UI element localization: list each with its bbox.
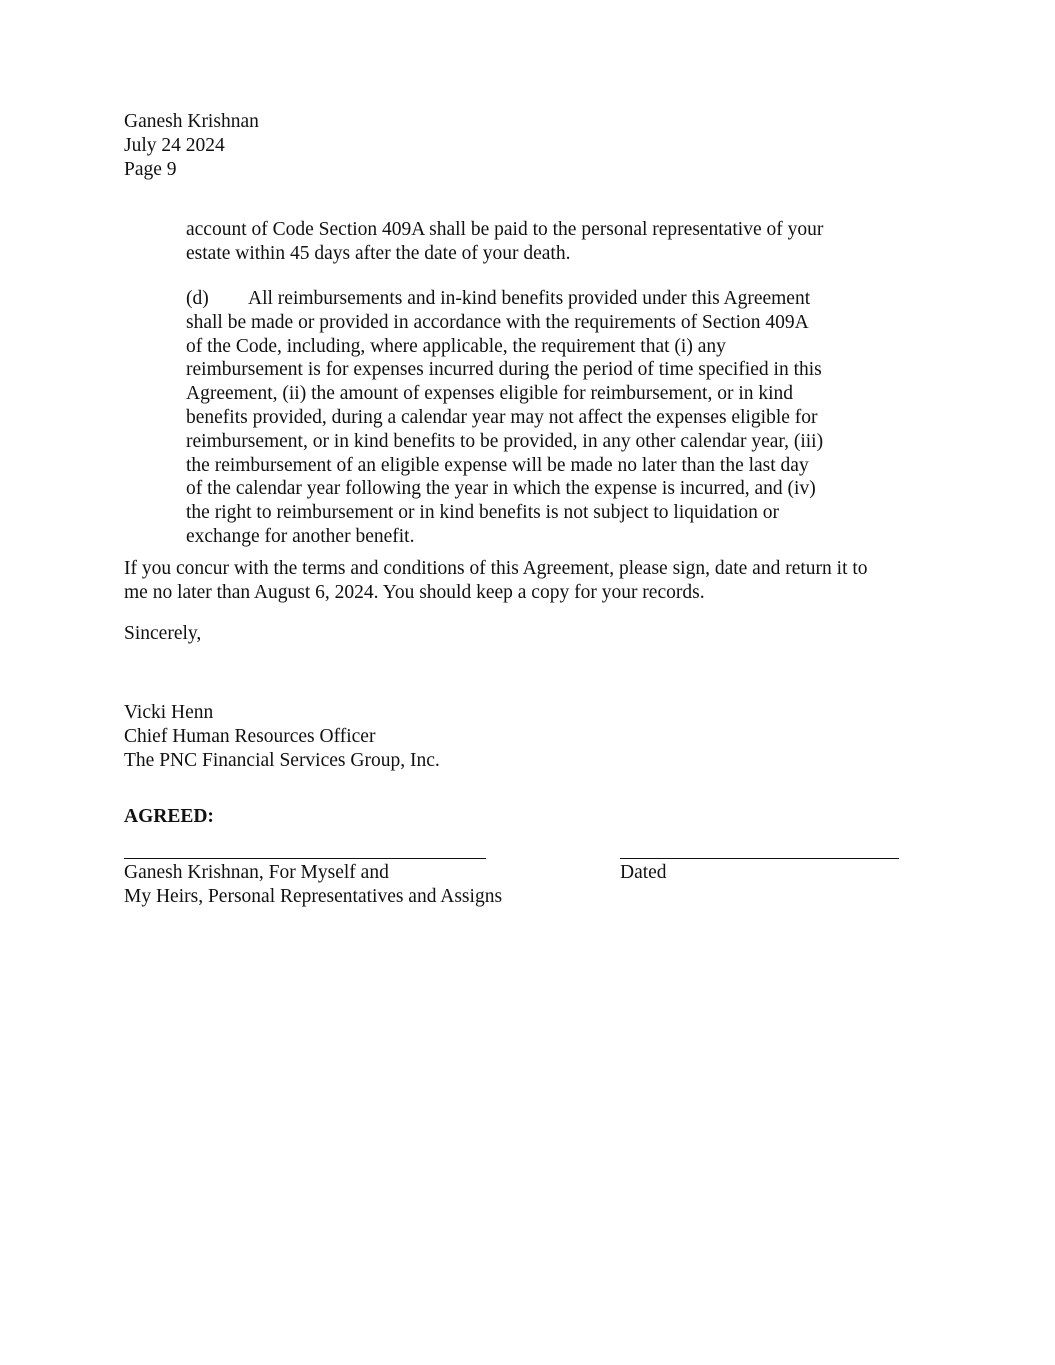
- paragraph-d-line: reimbursement, or in kind benefits to be provided, in any other calendar year, (iii): [186, 431, 824, 452]
- paragraph-d-line: the reimbursement of an eligible expense will be made no later than the last day: [186, 455, 809, 476]
- paragraph-d-first-line: [186, 287, 810, 311]
- signatory-title: Chief Human Resources Officer: [124, 726, 376, 747]
- paragraph-d-line: the right to reimbursement or in kind benefits is not subject to liquidation or: [186, 502, 780, 523]
- signatory-name: Vicki Henn: [124, 702, 214, 723]
- header-page-number: Page 9: [124, 159, 177, 180]
- paragraph-d-line: benefits provided, during a calendar year may not affect the expenses eligible for: [186, 407, 818, 428]
- header-date: July 24 2024: [124, 135, 225, 156]
- header-recipient: Ganesh Krishnan: [124, 111, 259, 132]
- paragraph-d-line: reimbursement is for expenses incurred during the period of time specified in this: [186, 359, 822, 380]
- paragraph-d-line: of the calendar year following the year in which the expense is incurred, and (iv): [186, 478, 816, 499]
- agreed-heading: AGREED:: [124, 806, 214, 827]
- date-signature-line[interactable]: [620, 858, 899, 859]
- dated-label: Dated: [620, 862, 667, 883]
- paragraph-d-label: (d): [186, 288, 209, 309]
- employee-signature-caption-1: Ganesh Krishnan, For Myself and: [124, 862, 389, 883]
- paragraph-d-line: All reimbursements and in-kind benefits provided under this Agreement: [248, 288, 811, 309]
- signatory-company: The PNC Financial Services Group, Inc.: [124, 750, 440, 771]
- continued-paragraph-line: account of Code Section 409A shall be paid to the personal representative of your: [186, 219, 824, 240]
- employee-signature-caption-2: My Heirs, Personal Representatives and Assigns: [124, 886, 503, 907]
- continued-paragraph-line: estate within 45 days after the date of your death.: [186, 243, 571, 264]
- paragraph-d-line: of the Code, including, where applicable, the requirement that (i) any: [186, 336, 726, 357]
- closing-paragraph-line: If you concur with the terms and conditions of this Agreement, please sign, date and return it to: [124, 558, 868, 579]
- employee-signature-line[interactable]: [124, 858, 486, 859]
- paragraph-d-line: shall be made or provided in accordance with the requirements of Section 409A: [186, 312, 809, 333]
- paragraph-d-line: exchange for another benefit.: [186, 526, 415, 547]
- paragraph-d-line: Agreement, (ii) the amount of expenses eligible for reimbursement, or in kind: [186, 383, 794, 404]
- closing-paragraph-line: me no later than August 6, 2024. You should keep a copy for your records.: [124, 582, 705, 603]
- sign-off: Sincerely,: [124, 623, 202, 644]
